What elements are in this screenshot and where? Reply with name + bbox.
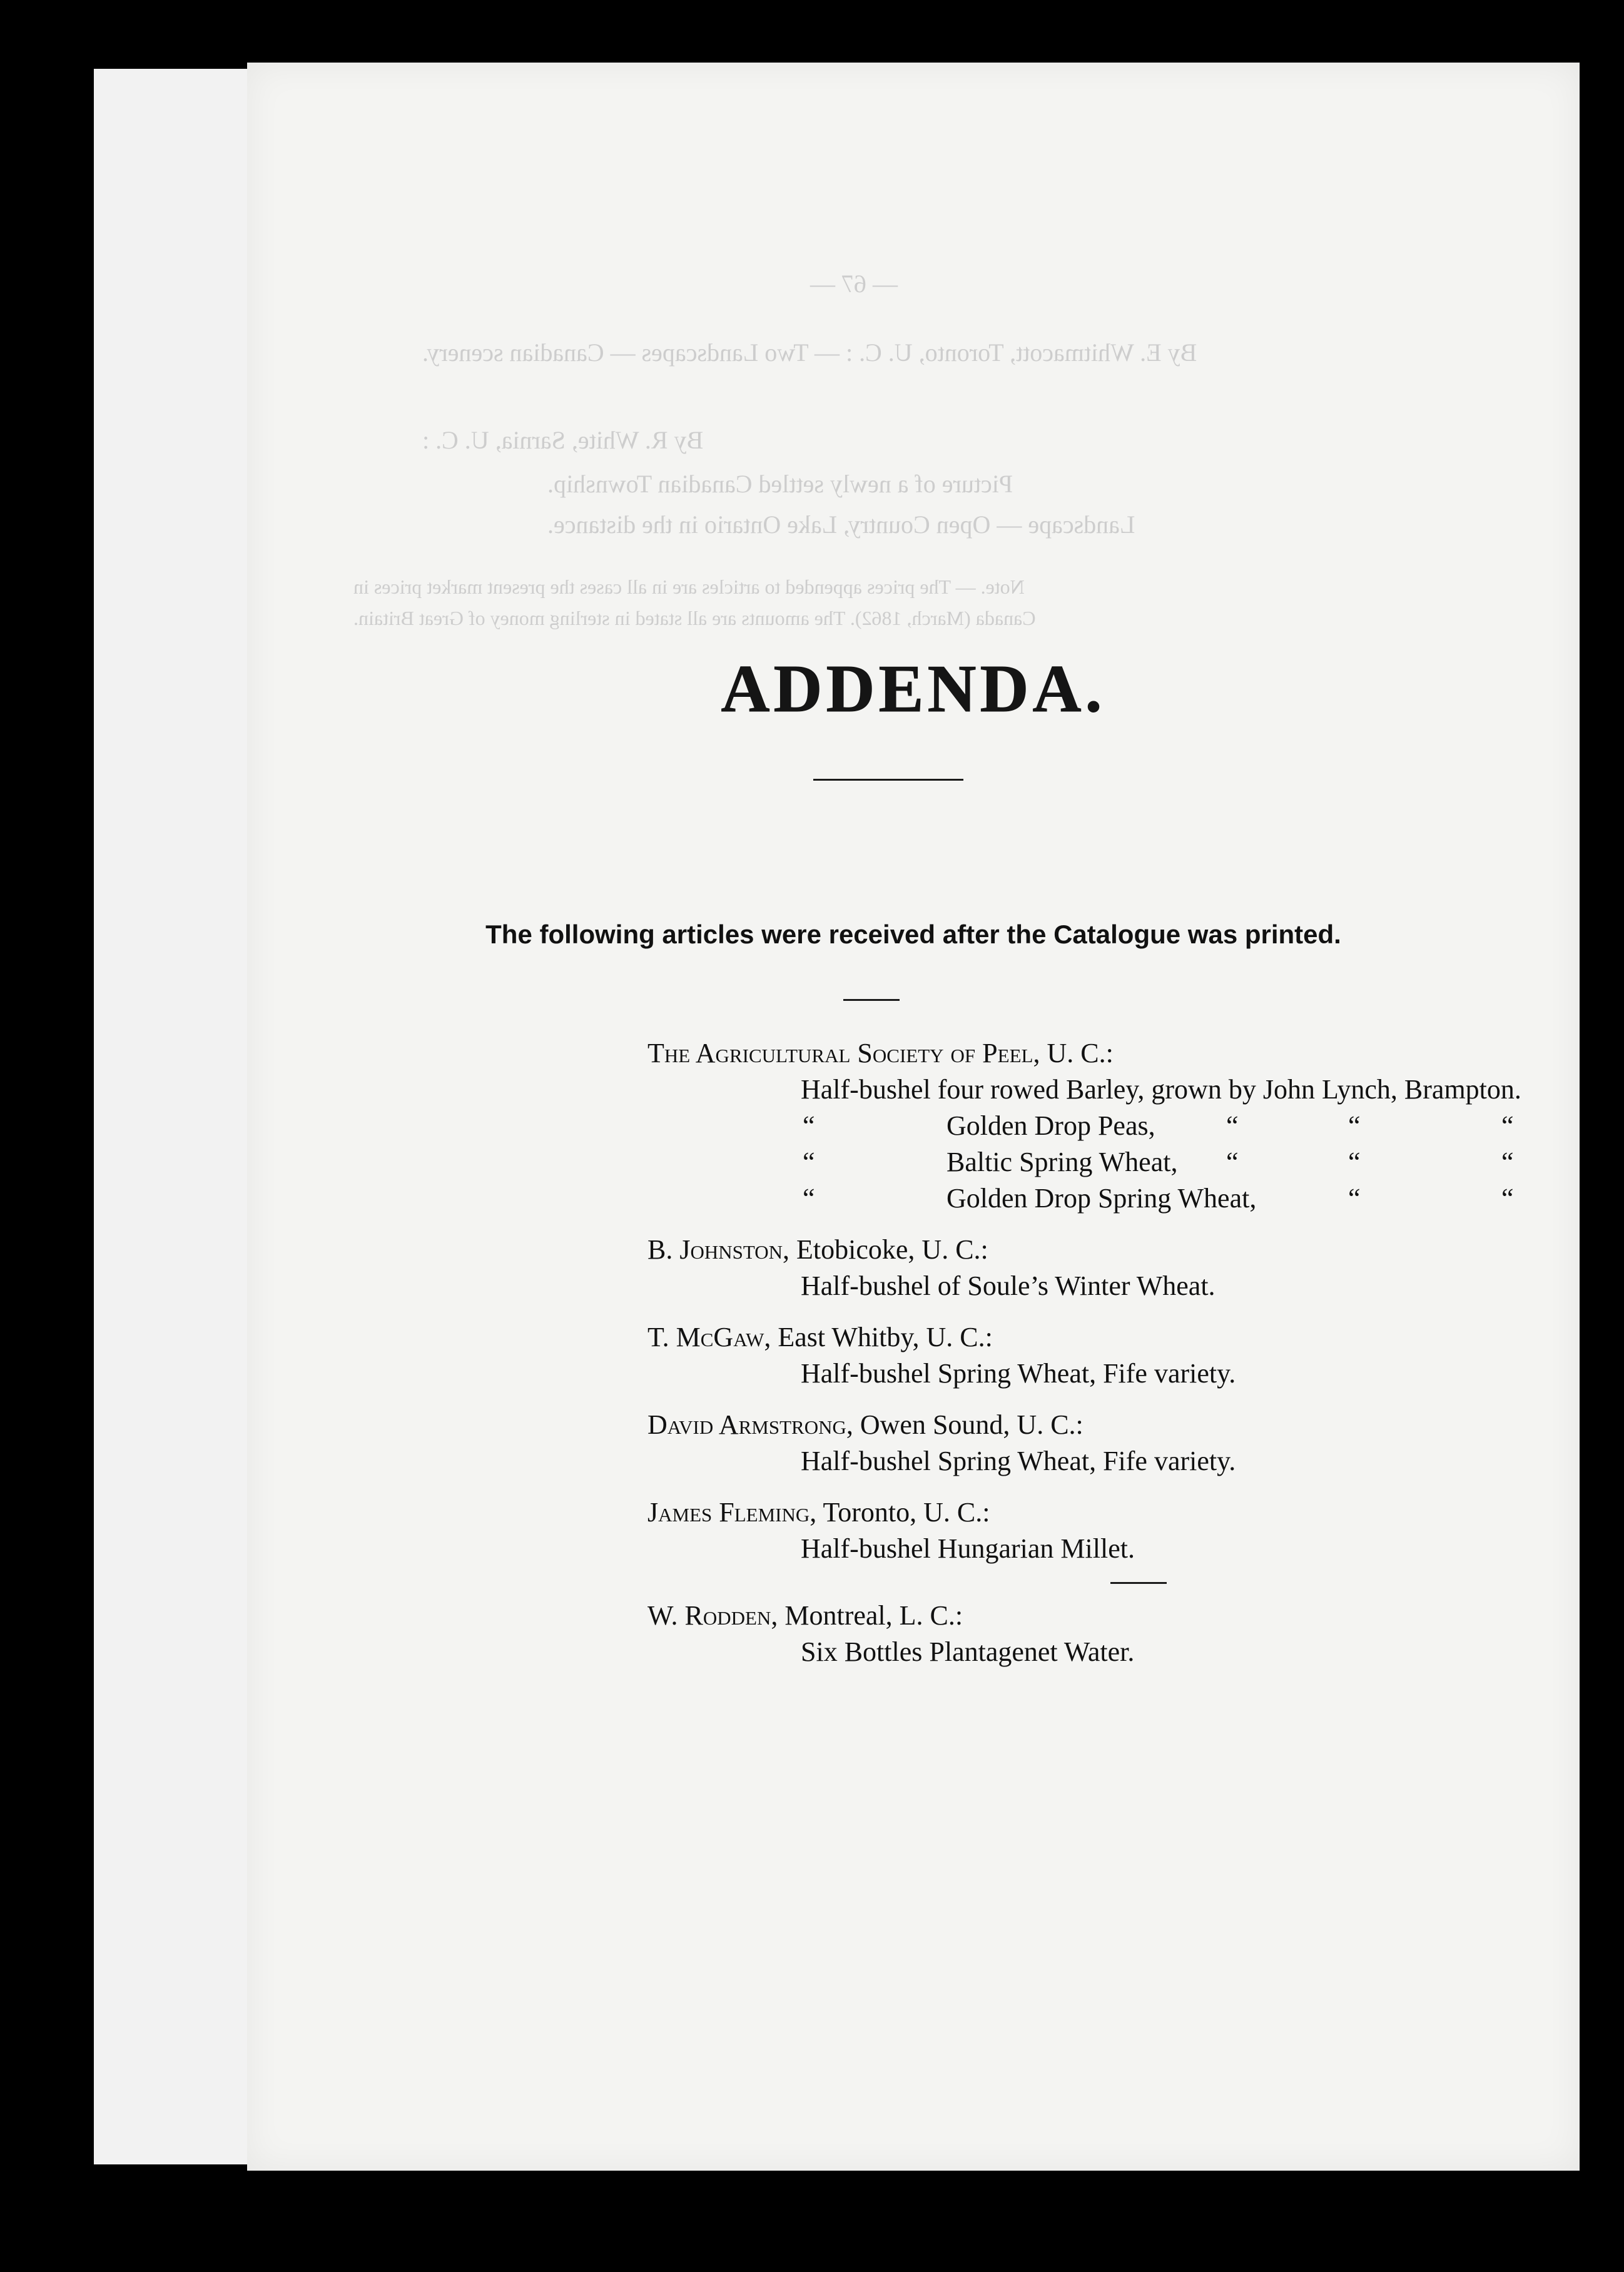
exhibitor-name: The Agricultural Society of Peel, U. C.: bbox=[647, 1038, 1114, 1068]
list-item bbox=[647, 1494, 1624, 1567]
bleed-note: Canada (March, 1862). The amounts are all stated in sterling money of Great Britain. bbox=[353, 607, 1036, 629]
bleed-line: By E. Whitmacott, Toronto, U. C. : — Two Landscapes — Canadian scenery. bbox=[422, 338, 1197, 367]
document-page bbox=[247, 63, 1580, 2171]
list-item bbox=[647, 1035, 1624, 1217]
bleed-line: Picture of a newly settled Canadian Township. bbox=[547, 470, 1013, 498]
list-item bbox=[647, 1407, 1624, 1479]
list-item bbox=[647, 1598, 1624, 1670]
exhibitor-name: W. Rodden, Montreal, L. C.: bbox=[647, 1600, 963, 1631]
intro-divider bbox=[843, 999, 900, 1001]
exhibitor-name: T. McGaw, East Whitby, U. C.: bbox=[647, 1322, 993, 1352]
ditto-row: “ Golden Drop Peas, “ “ “ bbox=[803, 1110, 1514, 1141]
list-item bbox=[647, 1232, 1624, 1304]
entry-divider bbox=[1110, 1582, 1167, 1584]
item-description: Six Bottles Plantagenet Water. bbox=[801, 1636, 1135, 1667]
page-edge-left bbox=[94, 69, 252, 2164]
list-item bbox=[647, 1319, 1624, 1392]
title-divider bbox=[813, 779, 963, 781]
item-description: Half-bushel Spring Wheat, Fife variety. bbox=[801, 1358, 1236, 1389]
bleed-line: By R. White, Sarnia, U. C. : bbox=[422, 426, 704, 454]
page-title: ADDENDA. bbox=[721, 652, 1106, 726]
bleed-page-number: — 67 — bbox=[810, 270, 898, 298]
ditto-row: “ Golden Drop Spring Wheat, “ “ bbox=[803, 1183, 1514, 1214]
exhibitor-name: David Armstrong, Owen Sound, U. C.: bbox=[647, 1409, 1084, 1440]
item-description: Half-bushel four rowed Barley, grown by John Lynch, Brampton. bbox=[801, 1074, 1521, 1105]
intro-text: The following articles were received after the Catalogue was printed. bbox=[485, 920, 1341, 949]
item-description: Half-bushel of Soule’s Winter Wheat. bbox=[801, 1270, 1215, 1301]
exhibitor-name: James Fleming, Toronto, U. C.: bbox=[647, 1497, 990, 1528]
exhibitor-name: B. Johnston, Etobicoke, U. C.: bbox=[647, 1234, 988, 1265]
item-description: Half-bushel Spring Wheat, Fife variety. bbox=[801, 1446, 1236, 1476]
bleed-line: Landscape — Open Country, Lake Ontario in the distance. bbox=[547, 510, 1135, 539]
bleed-note: Note. — The prices appended to articles are in all cases the present market prices in bbox=[353, 576, 1025, 598]
ditto-row: “ Baltic Spring Wheat, “ “ “ bbox=[803, 1147, 1514, 1177]
item-description: Half-bushel Hungarian Millet. bbox=[801, 1533, 1135, 1564]
entry-list bbox=[647, 1035, 1624, 1685]
